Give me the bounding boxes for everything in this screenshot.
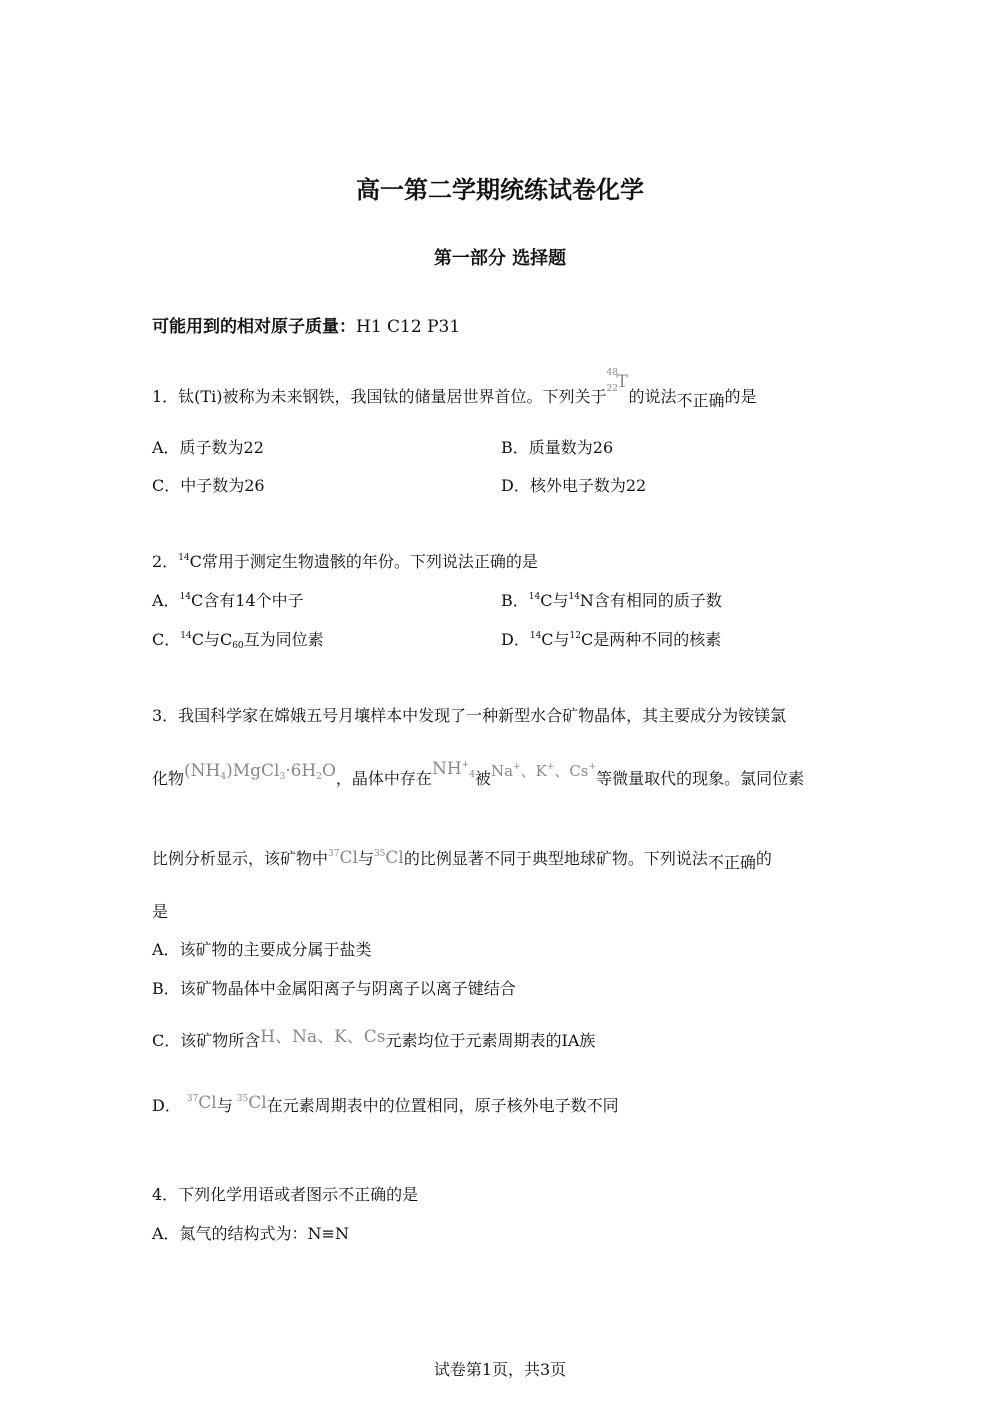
q3-l3-text-b: 与 bbox=[357, 849, 374, 868]
q2-option-c bbox=[152, 627, 324, 650]
q2-b-text2: N含有相同的质子数 bbox=[579, 591, 722, 610]
q3-d-cl35-symbol: Cl bbox=[248, 1093, 267, 1113]
q3-ion-k: 、K bbox=[520, 762, 547, 780]
q2-c-sup: 14 bbox=[180, 631, 192, 641]
q3-d-cl35-sup: 35 bbox=[236, 1094, 249, 1104]
q3-ions bbox=[491, 762, 596, 780]
q3-option-d bbox=[152, 1093, 619, 1116]
q2-a-sup: 14 bbox=[179, 592, 192, 602]
q3-formula-hydrate: ·6H bbox=[285, 761, 317, 781]
q1-isotope-symbol: T bbox=[616, 372, 628, 392]
q2-b-label: B． bbox=[501, 591, 529, 610]
q2-d-text1: C与 bbox=[541, 630, 570, 649]
q3-l3-text-c: 的比例显著不同于典型地球矿物。下列说法 bbox=[403, 849, 708, 868]
q3-option-b: B．该矿物晶体中金属阳离子与阴离子以离子键结合 bbox=[152, 979, 516, 998]
q3-ion-cs: 、Cs bbox=[554, 762, 589, 780]
q2-b-sup1: 14 bbox=[528, 592, 541, 602]
q2-c-text1: C与C bbox=[191, 630, 233, 649]
q1-option-a: A．质子数为22 bbox=[152, 438, 264, 457]
q3-cl35 bbox=[374, 848, 404, 868]
question-1-stem bbox=[152, 368, 757, 410]
q3-formula-mid: )MgCl bbox=[226, 761, 280, 781]
section-heading: 第一部分 选择题 bbox=[433, 248, 567, 269]
q3-ion-k-sup: + bbox=[546, 762, 555, 772]
q3-d-cl37-sup: 37 bbox=[186, 1094, 199, 1104]
q2-c-sub: 60 bbox=[232, 641, 244, 651]
q1-stem-mid: 的说法 bbox=[628, 387, 677, 406]
q1-option-c: C．中子数为26 bbox=[152, 476, 265, 495]
q3-c-text-a: C．该矿物所含 bbox=[152, 1031, 261, 1050]
q2-d-label: D． bbox=[501, 630, 530, 649]
atomic-mass-values: H1 C12 P31 bbox=[356, 317, 461, 337]
q2-option-a bbox=[152, 588, 304, 611]
q2-d-sup1: 14 bbox=[529, 631, 542, 641]
question-3-line-3 bbox=[152, 846, 772, 872]
q3-nh4-sub: 4 bbox=[469, 770, 475, 780]
question-3-line-4: 是 bbox=[152, 902, 169, 921]
q3-cl35-sup: 35 bbox=[373, 849, 386, 859]
q2-a-label: A． bbox=[152, 591, 180, 610]
q3-ion-cs-sup: + bbox=[588, 762, 597, 772]
q3-ion-na: Na bbox=[490, 762, 514, 780]
q2-b-text1: C与 bbox=[540, 591, 569, 610]
q2-d-sup2: 12 bbox=[569, 631, 581, 641]
question-2-stem bbox=[152, 549, 538, 572]
q3-l3-emphasis: 不正确 bbox=[707, 853, 756, 872]
q3-nh4-sup: + bbox=[461, 760, 470, 770]
q3-option-a: A．该矿物的主要成分属于盐类 bbox=[152, 940, 372, 959]
q2-mass-sup: 14 bbox=[178, 553, 190, 563]
q1-stem-prefix: 1．钛(Ti)被称为未来钢铁，我国钛的储量居世界首位。下列关于 bbox=[152, 387, 607, 406]
q3-text-b: ，晶体中存在 bbox=[335, 769, 432, 788]
q3-cl35-symbol: Cl bbox=[385, 848, 404, 868]
q3-text-d: 等微量取代的现象。氯同位素 bbox=[596, 769, 805, 788]
page-footer: 试卷第1页，共3页 bbox=[433, 1360, 567, 1379]
q1-stem-suffix: 的是 bbox=[724, 387, 757, 406]
page-title: 高一第二学期统练试卷化学 bbox=[356, 176, 644, 204]
q3-formula-sub3: 3 bbox=[279, 772, 286, 782]
q3-d-cl37 bbox=[187, 1093, 217, 1113]
q3-nh4: NH bbox=[431, 759, 462, 779]
q2-c-text2: 互为同位素 bbox=[243, 630, 324, 649]
atomic-mass-line bbox=[152, 312, 460, 337]
q1-option-b: B．质量数为26 bbox=[501, 438, 614, 457]
q3-formula bbox=[184, 761, 336, 781]
q2-option-b bbox=[501, 588, 722, 611]
q3-d-text-b: 在元素周期表中的位置相同，原子核外电子数不同 bbox=[266, 1096, 619, 1115]
q3-ion-na-sup: + bbox=[513, 762, 521, 772]
q3-d-cl35 bbox=[237, 1093, 267, 1113]
q3-d-text-a: 与 bbox=[216, 1096, 233, 1115]
q4-option-a: A．氮气的结构式为：N≡N bbox=[152, 1224, 349, 1243]
q2-b-sup2: 14 bbox=[568, 592, 580, 602]
q3-formula-open: (NH bbox=[184, 761, 221, 781]
question-3-line-1: 3．我国科学家在嫦娥五号月壤样本中发现了一种新型水合矿物晶体，其主要成分为铵镁氯 bbox=[152, 706, 787, 725]
q2-c-label: C． bbox=[152, 630, 181, 649]
q3-formula-o: O bbox=[321, 761, 336, 781]
q3-c-text-b: 元素均位于元素周期表的IA族 bbox=[385, 1031, 596, 1050]
q1-isotope-mass: 48 bbox=[606, 368, 618, 378]
q2-a-text: C含有14个中子 bbox=[191, 591, 304, 610]
question-4-stem: 4．下列化学用语或者图示不正确的是 bbox=[152, 1185, 419, 1204]
q3-text-c: 被 bbox=[474, 769, 491, 788]
q3-l3-text-d: 的 bbox=[755, 849, 772, 868]
q1-option-d: D．核外电子数为22 bbox=[501, 476, 647, 495]
q3-c-elements: H、Na、K、Cs bbox=[260, 1027, 386, 1047]
q1-stem-emphasis: 不正确 bbox=[676, 391, 725, 410]
q2-option-d bbox=[501, 627, 721, 650]
q3-option-c bbox=[152, 1026, 595, 1051]
q1-isotope bbox=[606, 368, 628, 400]
q2-d-text2: C是两种不同的核素 bbox=[581, 630, 722, 649]
q3-ammonium bbox=[432, 759, 475, 779]
q3-cl37-sup: 37 bbox=[328, 849, 340, 859]
q2-stem-text: C常用于测定生物遗骸的年份。下列说法正确的是 bbox=[189, 552, 538, 571]
q3-formula-sub4: 4 bbox=[220, 772, 227, 782]
q3-d-label: D． bbox=[152, 1096, 181, 1115]
q2-number: 2． bbox=[152, 552, 179, 571]
q3-text-a: 化物 bbox=[152, 769, 185, 788]
q3-cl37-symbol: Cl bbox=[339, 848, 358, 868]
q3-formula-sub2: 2 bbox=[316, 772, 322, 782]
q3-cl37 bbox=[328, 848, 358, 868]
q3-d-cl37-symbol: Cl bbox=[198, 1093, 217, 1113]
atomic-mass-label: 可能用到的相对原子质量： bbox=[152, 317, 356, 337]
question-3-line-2 bbox=[152, 759, 805, 789]
q3-l3-text-a: 比例分析显示，该矿物中 bbox=[152, 849, 329, 868]
q1-isotope-z: 22 bbox=[606, 384, 618, 394]
